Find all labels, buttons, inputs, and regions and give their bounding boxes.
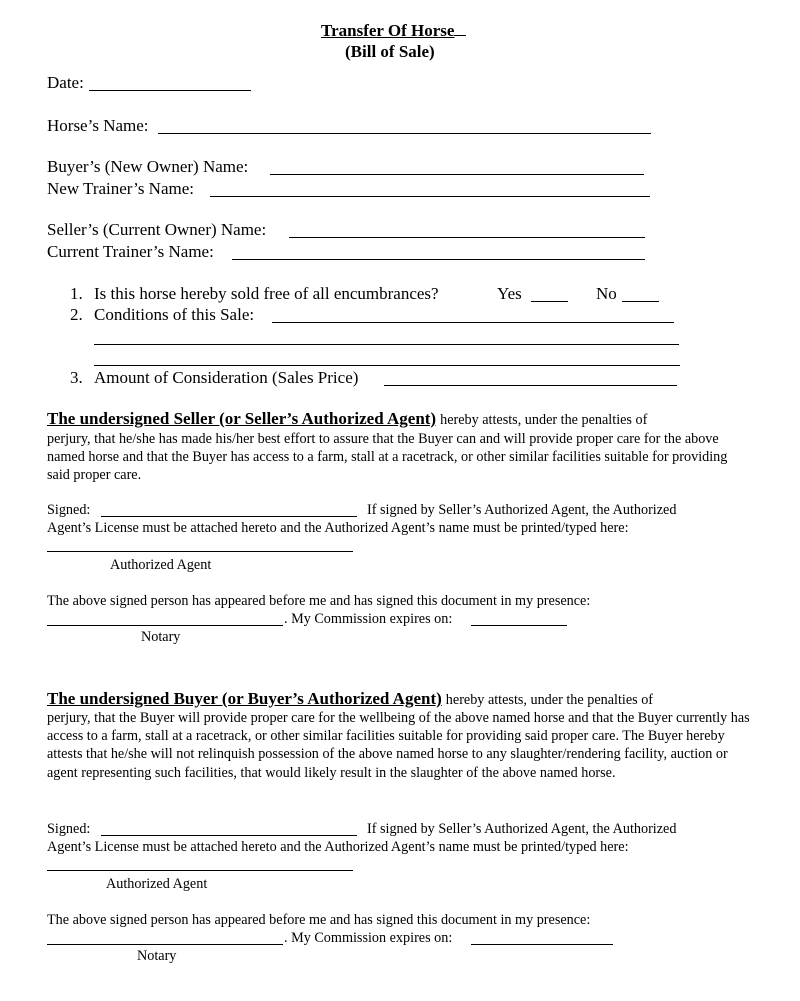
- seller-presence-statement: The above signed person has appeared before me and has signed this document in my presence:: [47, 593, 591, 609]
- buyer-attestation-first-line: [47, 689, 759, 709]
- seller-authorized-agent-label: Authorized Agent: [110, 557, 212, 573]
- current-trainer-label: Current Trainer’s Name:: [47, 242, 214, 261]
- buyer-notary-signature-field[interactable]: [47, 944, 283, 945]
- date-field[interactable]: [89, 90, 251, 91]
- document-subtitle: (Bill of Sale): [345, 42, 435, 61]
- horse-name-field[interactable]: [158, 133, 651, 134]
- no-field[interactable]: [622, 301, 659, 302]
- buyer-name-field[interactable]: [270, 174, 644, 175]
- buyer-section-heading: The undersigned Buyer (or Buyer’s Authorized Agent): [47, 689, 442, 708]
- seller-agent-note-2: Agent’s License must be attached hereto and the Authorized Agent’s name must be printed/typed here:: [47, 520, 629, 536]
- buyer-signature-field[interactable]: [101, 835, 357, 836]
- buyer-attestation-lead: hereby attests, under the penalties of: [445, 692, 654, 708]
- conditions-field-line2[interactable]: [94, 344, 679, 345]
- seller-name-field[interactable]: [289, 237, 645, 238]
- buyer-commission-label: . My Commission expires on:: [284, 930, 453, 946]
- buyer-attestation-text: perjury, that the Buyer will provide proper care for the wellbeing of the above named horse and that the Buyer currently has access to a farm, stall at a racetrack, or other similar facilities suitable for providing said proper care. The Buyer hereby attests that he/she will not relinquish possession of the above named horse to any slaughter/rendering facility, auction or agent representing such facilities, that would likely result in the slaughter of the above named horse.: [47, 710, 750, 781]
- buyer-authorized-agent-label: Authorized Agent: [106, 876, 208, 892]
- item2-number: 2.: [70, 305, 83, 324]
- buyer-agent-note-1: If signed by Seller’s Authorized Agent, the Authorized: [367, 821, 677, 837]
- seller-commission-label: . My Commission expires on:: [284, 611, 453, 627]
- buyer-commission-date-field[interactable]: [471, 944, 613, 945]
- no-label: No: [596, 284, 617, 303]
- item3-number: 3.: [70, 368, 83, 387]
- buyer-agent-note-2: Agent’s License must be attached hereto and the Authorized Agent’s name must be printed/typed here:: [47, 839, 629, 855]
- seller-signed-label: Signed:: [47, 502, 91, 518]
- seller-agent-note-1: If signed by Seller’s Authorized Agent, the Authorized: [367, 502, 677, 518]
- buyer-notary-label: Notary: [137, 948, 177, 964]
- conditions-field-line3[interactable]: [94, 365, 680, 366]
- seller-attestation-lead: hereby attests, under the penalties of: [440, 412, 648, 428]
- current-trainer-field[interactable]: [232, 259, 645, 260]
- horse-name-label: Horse’s Name:: [47, 116, 149, 135]
- seller-attestation-text: perjury, that he/she has made his/her best effort to assure that the Buyer can and will provide proper care for the above named horse and that the Buyer has access to a farm, stall at a racetrack, or other similar facilities suitable for providing said proper care.: [47, 431, 728, 484]
- buyer-name-label: Buyer’s (New Owner) Name:: [47, 157, 249, 176]
- seller-notary-label: Notary: [141, 629, 181, 645]
- yes-label: Yes: [497, 284, 522, 303]
- conditions-field-line1[interactable]: [272, 322, 674, 323]
- new-trainer-label: New Trainer’s Name:: [47, 179, 194, 198]
- buyer-agent-name-field[interactable]: [47, 870, 353, 871]
- seller-signature-field[interactable]: [101, 516, 357, 517]
- seller-notary-signature-field[interactable]: [47, 625, 283, 626]
- item2-label: Conditions of this Sale:: [94, 305, 255, 324]
- seller-attestation-first-line: [47, 409, 759, 429]
- seller-commission-date-field[interactable]: [471, 625, 567, 626]
- item3-label: Amount of Consideration (Sales Price): [94, 368, 359, 387]
- item1-question: Is this horse hereby sold free of all encumbrances?: [94, 284, 439, 303]
- seller-section-heading: The undersigned Seller (or Seller’s Authorized Agent): [47, 409, 437, 428]
- buyer-signed-label: Signed:: [47, 821, 91, 837]
- new-trainer-field[interactable]: [210, 196, 650, 197]
- document-title: Transfer Of Horse: [321, 20, 466, 41]
- seller-name-label: Seller’s (Current Owner) Name:: [47, 220, 267, 239]
- yes-field[interactable]: [531, 301, 568, 302]
- buyer-presence-statement: The above signed person has appeared before me and has signed this document in my presence:: [47, 912, 591, 928]
- item1-number: 1.: [70, 284, 83, 303]
- date-label: Date:: [47, 73, 84, 92]
- seller-agent-name-field[interactable]: [47, 551, 353, 552]
- sales-price-field[interactable]: [384, 385, 677, 386]
